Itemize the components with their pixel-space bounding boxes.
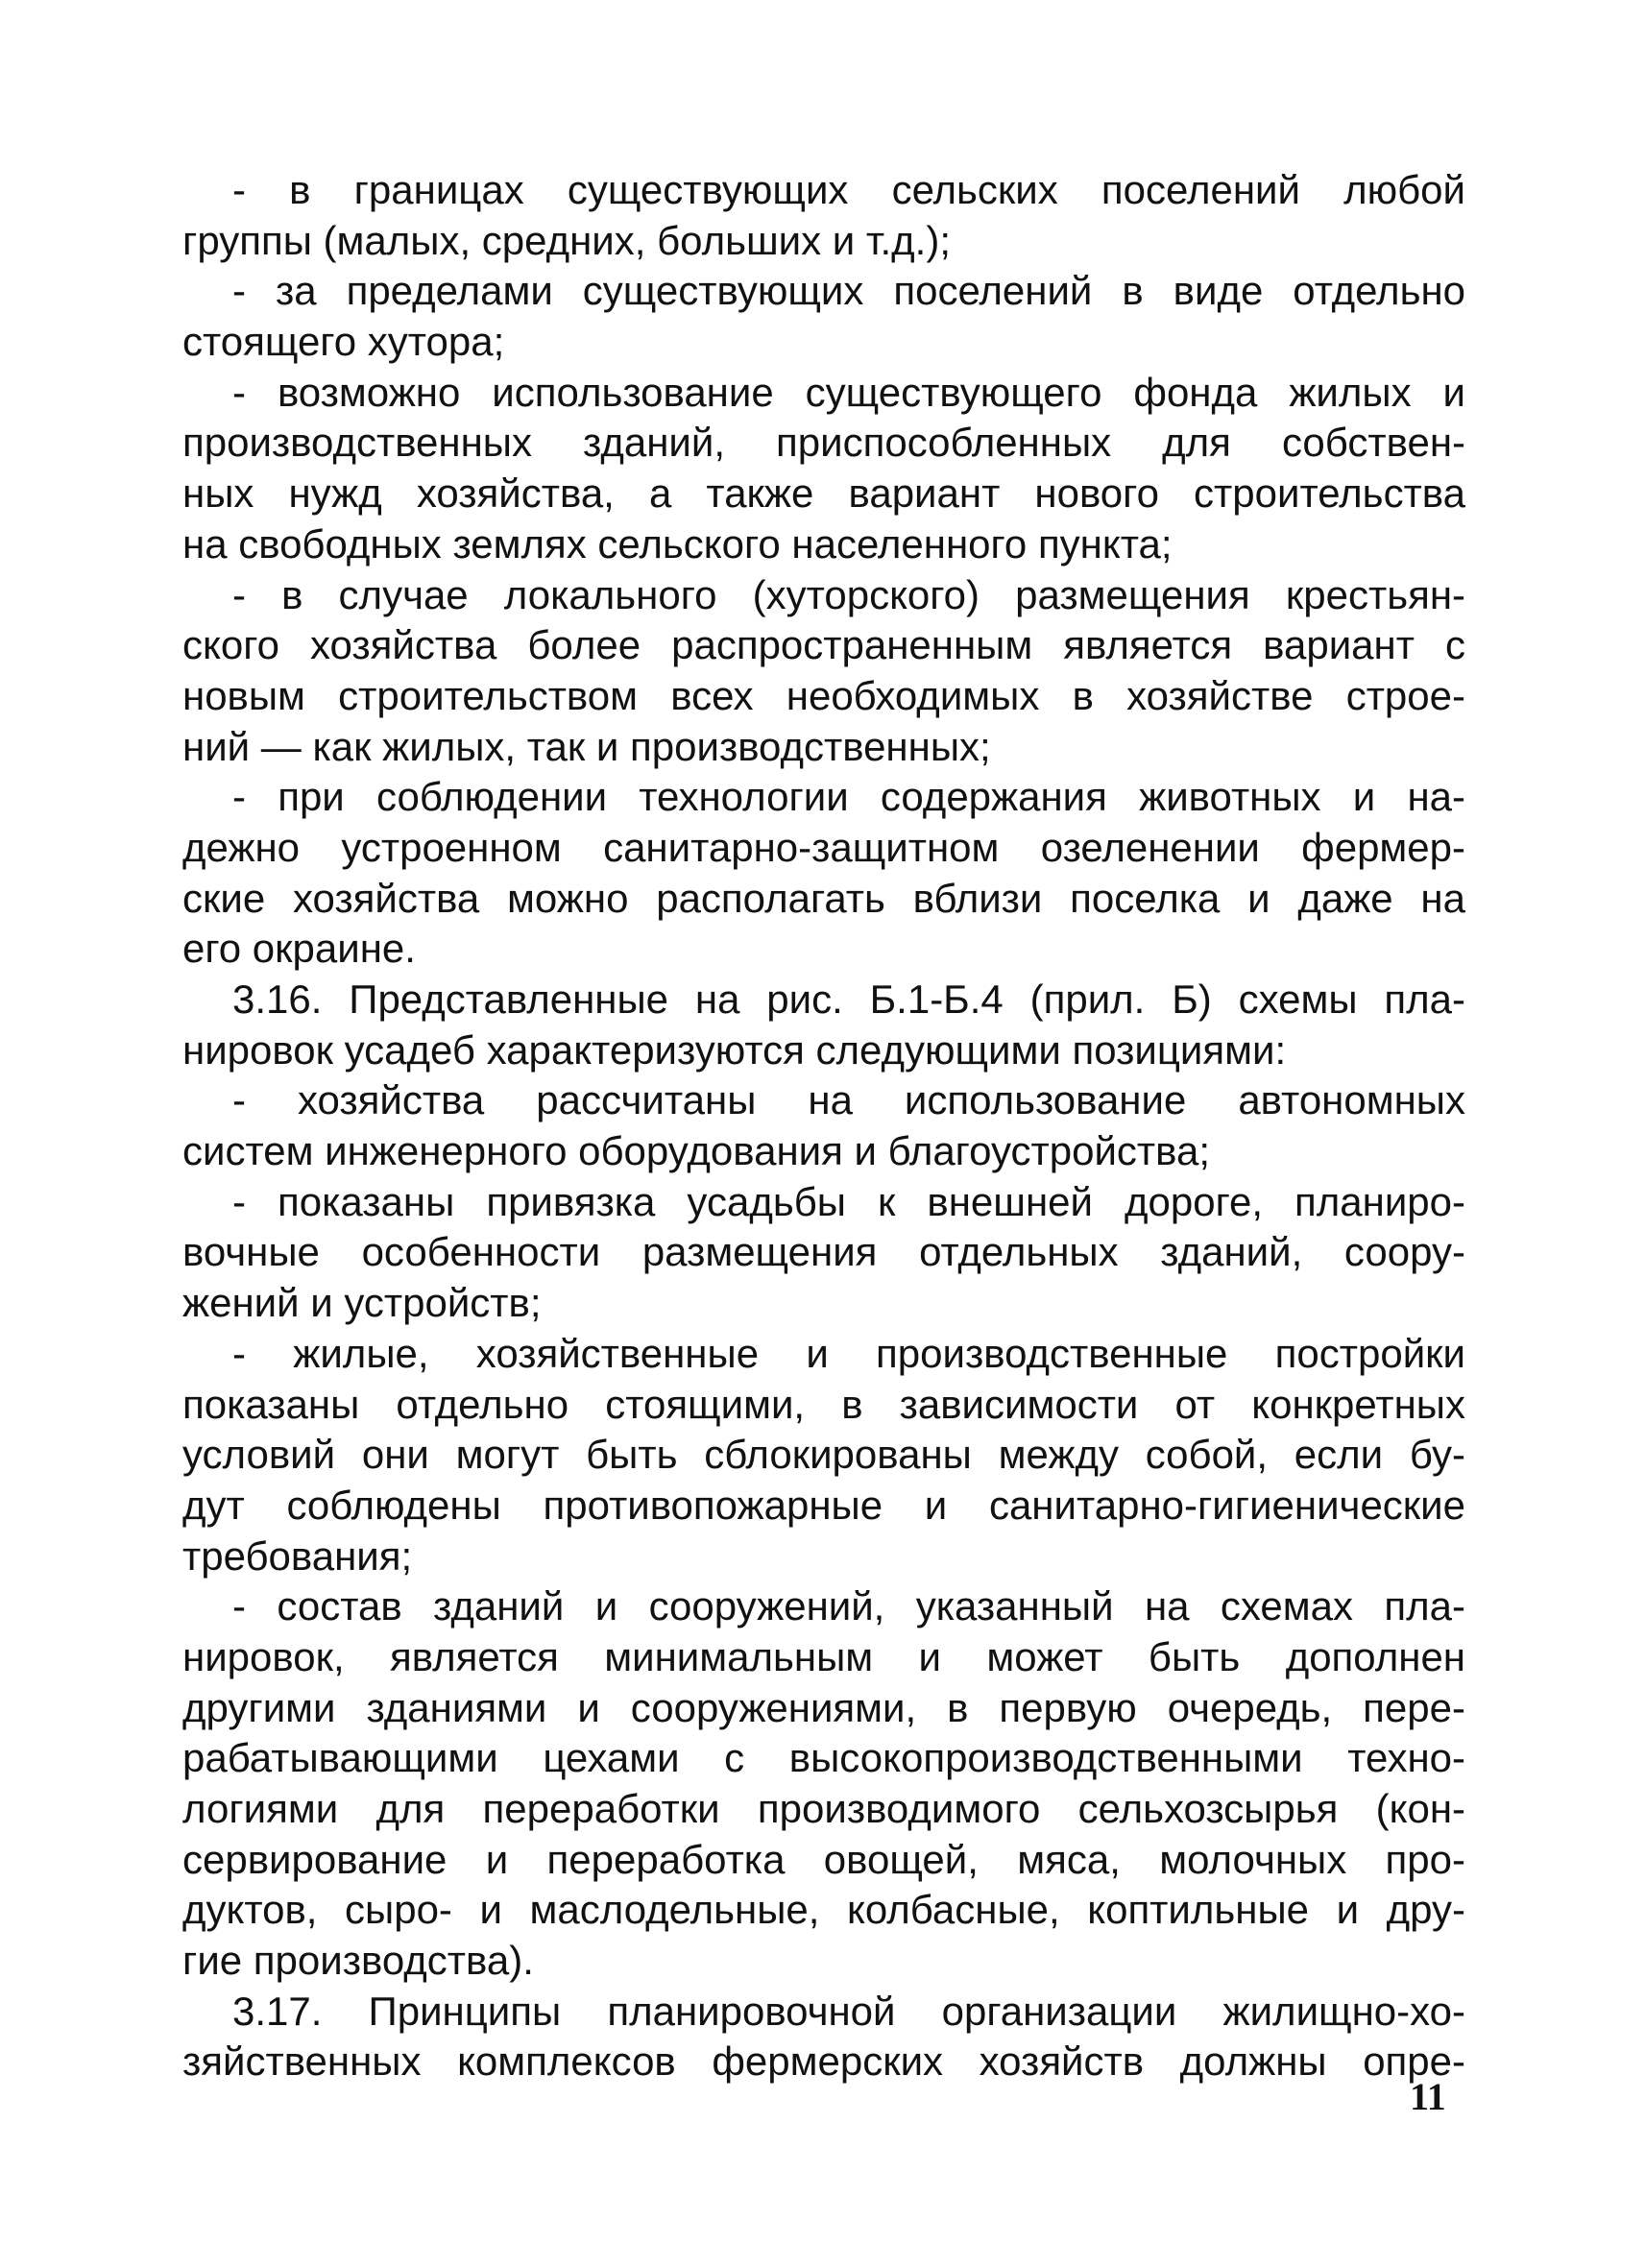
page-number: 11: [1410, 2075, 1446, 2118]
text-line: другими зданиями и сооружениями, в первую очередь, пере-: [182, 1684, 1465, 1730]
text-line: дуктов, сыро- и маслодельные, колбасные, коптильные и дру-: [182, 1887, 1465, 1933]
text-line: жений и устройств;: [182, 1280, 542, 1326]
text-line: - возможно использование существующего фонда жилых и: [232, 369, 1465, 415]
text-line: нировок усадеб характеризуются следующими позициями:: [182, 1026, 1287, 1073]
text-line: 3.16. Представленные на рис. Б.1-Б.4 (прил. Б) схемы пла-: [232, 977, 1465, 1022]
text-line: - за пределами существующих поселений в виде отдельно: [232, 268, 1465, 314]
text-line: сервирование и переработка овощей, мяса, молочных про-: [182, 1836, 1465, 1882]
body-text: [182, 165, 1465, 2087]
text-line: группы (малых, средних, больших и т.д.);: [182, 217, 952, 263]
text-line: его окраине.: [182, 926, 416, 972]
text-line: нировок, является минимальным и может быть дополнен: [182, 1633, 1465, 1679]
text-line: гие производства).: [182, 1938, 534, 1984]
text-line: логиями для переработки производимого сельхозсырья (кон-: [182, 1786, 1465, 1831]
text-line: - жилые, хозяйственные и производственные постройки: [232, 1330, 1465, 1376]
text-line: - при соблюдении технологии содержания животных и на-: [232, 774, 1465, 820]
text-line: - показаны привязка усадьбы к внешней дороге, планиро-: [232, 1178, 1465, 1224]
text-line: на свободных землях сельского населенного пункта;: [182, 520, 1173, 567]
text-line: производственных зданий, приспособленных для собствен-: [182, 420, 1465, 466]
text-line: - в случае локального (хуторского) размещения крестьян-: [232, 571, 1465, 617]
text-line: вочные особенности размещения отдельных зданий, соору-: [182, 1229, 1465, 1275]
text-line: дут соблюдены противопожарные и санитарно-гигиенические: [182, 1482, 1465, 1528]
text-line: дежно устроенном санитарно-защитном озеленении фермер-: [182, 824, 1465, 870]
text-line: ных нужд хозяйства, а также вариант нового строительства: [182, 470, 1465, 517]
text-line: зяйственных комплексов фермерских хозяйств должны опре-: [182, 2039, 1465, 2085]
text-line: рабатывающими цехами с высокопроизводственными техно-: [182, 1735, 1465, 1781]
text-line: ний — как жилых, так и производственных;: [182, 723, 991, 769]
text-line: показаны отдельно стоящими, в зависимости от конкретных: [182, 1381, 1465, 1427]
text-line: - состав зданий и сооружений, указанный на схемах пла-: [232, 1583, 1465, 1629]
text-line: - в границах существующих сельских поселений любой: [232, 167, 1465, 212]
text-line: 3.17. Принципы планировочной организации жилищно-хо-: [232, 1988, 1465, 2034]
text-line: новым строительством всех необходимых в хозяйстве строе-: [182, 672, 1465, 718]
text-line: систем инженерного оборудования и благоустройства;: [182, 1128, 1211, 1174]
text-line: - хозяйства рассчитаны на использование автономных: [232, 1077, 1465, 1123]
text-line: стоящего хутора;: [182, 319, 505, 365]
text-line: ского хозяйства более распространенным является вариант с: [182, 622, 1465, 668]
text-line: ские хозяйства можно располагать вблизи поселка и даже на: [182, 875, 1465, 921]
text-line: условий они могут быть сблокированы между собой, если бу-: [182, 1432, 1465, 1478]
text-line: требования;: [182, 1532, 413, 1579]
